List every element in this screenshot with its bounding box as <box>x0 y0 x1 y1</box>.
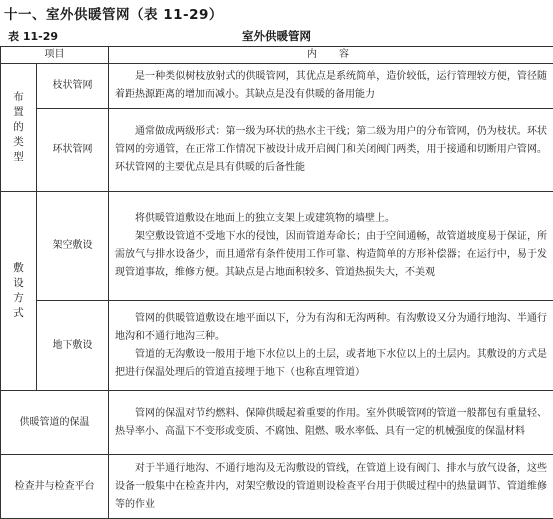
row-label: 检查井与检查平台 <box>1 455 109 519</box>
content-paragraph: 管网的保温对节约燃料、保障供暖起着重要的作用。室外供暖管网的管道一般都包有重量轻、热导率小、高温下不变形或变质、不腐蚀、阻燃、吸水率低、具有一定的机械强度的保温材料 <box>115 405 547 441</box>
group-label: 敷设方式 <box>13 261 25 321</box>
table-number: 表 11-29 <box>8 28 58 44</box>
table-row <box>1 109 553 192</box>
content-paragraph: 是一种类似树枝放射式的供暖管网，其优点是系统简单，造价较低，运行管理较方便，管径随着距热源距离的增加而减小。其缺点是没有供暖的备用能力 <box>115 68 547 104</box>
group-laying-method <box>1 192 37 391</box>
header-item: 项目 <box>1 47 109 64</box>
heating-network-table <box>0 46 553 519</box>
content-paragraph: 管道的无沟敷设一般用于地下水位以上的土层，或者地下水位以上的土层内。其敷设的方式是把进行保温处理后的管道直接埋于地下（也称直埋管道） <box>115 346 547 382</box>
content-paragraph: 对于半通行地沟、不通行地沟及无沟敷设的管线，在管道上设有阀门、排水与放气设备，这些设备一般集中在检查井内，对架空敷设的管道则设检查平台用于供暖过程中的热量调节、管道维修等的作业 <box>115 460 547 514</box>
header-content: 内 容 <box>109 47 553 64</box>
row-content <box>109 301 553 391</box>
content-paragraph: 架空敷设管道不受地下水的侵蚀，因而管道寿命长；由于空间通畅，故管道坡度易于保证，所需放气与排水设备少，而且通常有条件使用工作可靠、构造简单的方形补偿器；在运行中，易于发现管道事故，维修方便。其缺点是占地面积较多、管道热损失大，不美观 <box>115 228 547 282</box>
section-title: 十一、室外供暖管网（表 11-29） <box>4 3 223 23</box>
table-row <box>1 64 553 109</box>
row-label: 架空敷设 <box>37 192 109 301</box>
group-layout-type <box>1 64 37 192</box>
table-row <box>1 192 553 301</box>
content-paragraph: 管网的供暖管道敷设在地平面以下，分为有沟和无沟两种。有沟敷设又分为通行地沟、半通行地沟和不通行地沟三种。 <box>115 310 547 346</box>
table-row <box>1 455 553 519</box>
row-label: 环状管网 <box>37 109 109 192</box>
table-header-row <box>1 47 553 64</box>
table-title: 室外供暖管网 <box>0 28 553 44</box>
content-paragraph: 通常做成两级形式：第一级为环状的热水主干线；第二级为用户的分布管网，仍为枝状。环状管网的旁通管，在正常工作情况下被设计成开启阀门和关闭阀门两类，用于接通和切断用户管网。环状管网的主要优点是具有供暖的后备性能 <box>115 123 547 177</box>
row-label: 地下敷设 <box>37 301 109 391</box>
row-label: 供暖管道的保温 <box>1 391 109 455</box>
content-paragraph: 将供暖管道敷设在地面上的独立支架上或建筑物的墙壁上。 <box>115 210 547 228</box>
row-content <box>109 192 553 301</box>
row-label: 枝状管网 <box>37 64 109 109</box>
row-content <box>109 109 553 192</box>
row-content <box>109 455 553 519</box>
group-label: 布置的类型 <box>13 90 25 165</box>
row-content <box>109 64 553 109</box>
table-row <box>1 301 553 391</box>
